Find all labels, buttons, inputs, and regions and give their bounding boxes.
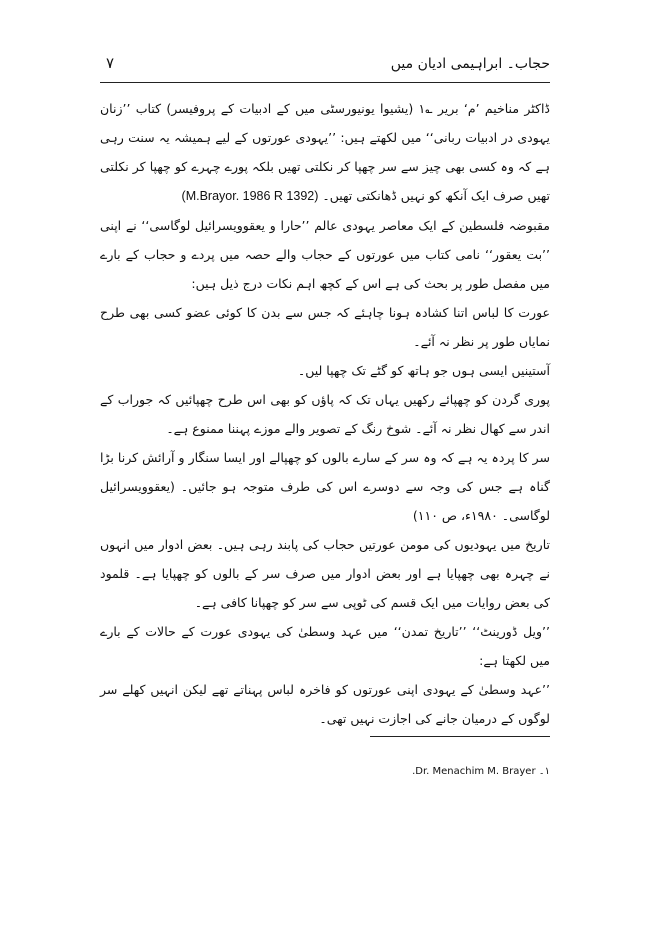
citation: (M.Brayor. 1986 R 1392) — [181, 189, 319, 203]
page-header — [100, 56, 550, 80]
paragraph-6: سر کا پردہ یہ ہے کہ وہ سر کے سارے بالوں کو چھپالے اور ایسا سنگار و آرائش کرنا بڑا گناہ ہے جس کی وجہ سے دوسرے اس کی طرف متوجہ ہو جائیں۔ (یعقوویسرائیل لوگاسی۔ ۱۹۸۰ء، ص ۱۱۰) — [100, 450, 550, 523]
main-text — [100, 94, 550, 733]
running-title: حجاب۔ ابراہیمی ادیان میں — [390, 56, 550, 72]
paragraph-3: عورت کا لباس اتنا کشادہ ہونا چاہئے کہ جس سے بدن کا کوئی عضو کسی بھی طرح نمایاں طور پر نظر نہ آئے۔ — [100, 305, 550, 349]
footnote-rule — [370, 736, 550, 737]
paragraph-5: پوری گردن کو چھپائے رکھیں یہاں تک کہ پاؤں کو بھی اس طرح چھپائیں کہ جوراب کے اندر سے کھال نظر نہ آئے۔ شوخ رنگ کے تصویر والے موزے پہننا ممنوع ہے۔ — [100, 392, 550, 436]
paragraph-4: آستینیں ایسی ہوں جو ہاتھ کو گٹے تک چھپا لیں۔ — [297, 363, 550, 378]
paragraph-7: تاریخ میں یہودیوں کی مومن عورتیں حجاب کی پابند رہی ہیں۔ بعض ادوار میں انہوں نے چہرہ بھی چھپایا ہے اور بعض ادوار میں صرف سر کے بالوں کو چھپایا ہے۔ قلمود کی بعض روایات میں ایک قسم کی ٹوپی سے سر کو چھپانا کافی ہے۔ — [100, 537, 550, 610]
page-number: ۷ — [106, 54, 115, 72]
header-rule — [100, 82, 550, 83]
paragraph-1 — [100, 94, 550, 211]
paragraph-2: مقبوضہ فلسطین کے ایک معاصر یہودی عالم ’’حارا و یعقوویسرائیل لوگاسی‘‘ نے اپنی ’’بت یعقور‘‘ نامی کتاب میں عورتوں کے حجاب والے حصہ میں پردے و حجاب کے بارے میں مفصل طور پر بحث کی ہے اس کے کچھ اہم نکات درج ذیل ہیں: — [100, 218, 550, 291]
paragraph-1-text: ڈاکٹر مناخیم ’م‘ بریر ؎۱ (یشیوا یونیورسٹی میں کے ادبیات کے پروفیسر) کتاب ’’زنان یہودی در ادبیات ربانی‘‘ میں لکھتے ہیں: ’’یہودی عورتوں کے لیے ہمیشہ یہ سنت رہی ہے کہ وہ کسی بھی چیز سے سر چھپا کر نکلتی تھیں بلکہ پورے چہرے کو چھپا کر نکلتی تھیں صرف ایک آنکھ کو نہیں ڈھانکتی تھیں۔ — [100, 101, 550, 203]
paragraph-8: ’’ویل ڈورینٹ‘‘ ’’تاریخ تمدن‘‘ میں عہد وسطیٰ کی یہودی عورت کے حالات کے بارے میں لکھتا ہے: — [100, 624, 550, 668]
footnote: ۱۔ Dr. Menachim M. Brayer. — [412, 766, 550, 777]
paragraph-9: ’’عہد وسطیٰ کے یہودی اپنی عورتوں کو فاخرہ لباس پہناتے تھے لیکن انہیں کھلے سر لوگوں کے درمیان جانے کی اجازت نہیں تھی۔ — [100, 682, 550, 726]
